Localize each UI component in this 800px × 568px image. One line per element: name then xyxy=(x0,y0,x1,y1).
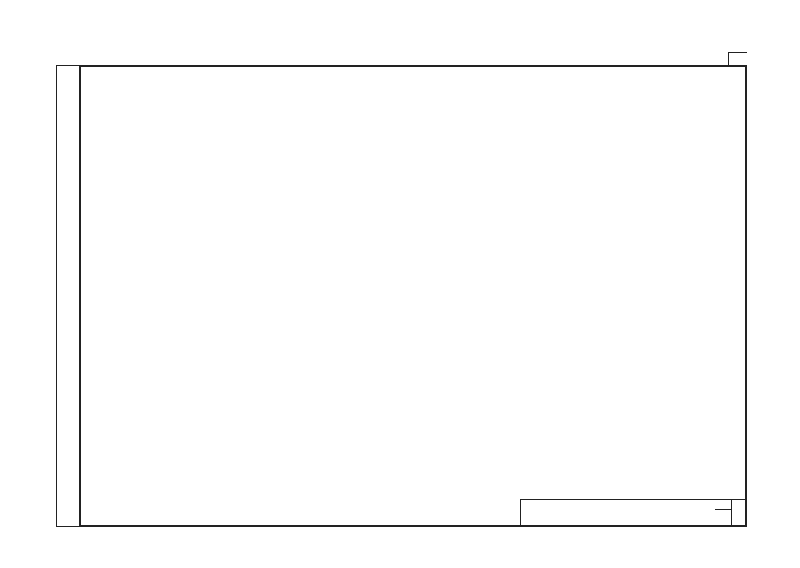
sheet-cell xyxy=(731,500,747,526)
side-stamp xyxy=(56,65,79,527)
divider xyxy=(715,509,731,510)
title-block xyxy=(520,499,747,527)
drawing-frame xyxy=(79,65,747,527)
page-number xyxy=(728,52,747,66)
